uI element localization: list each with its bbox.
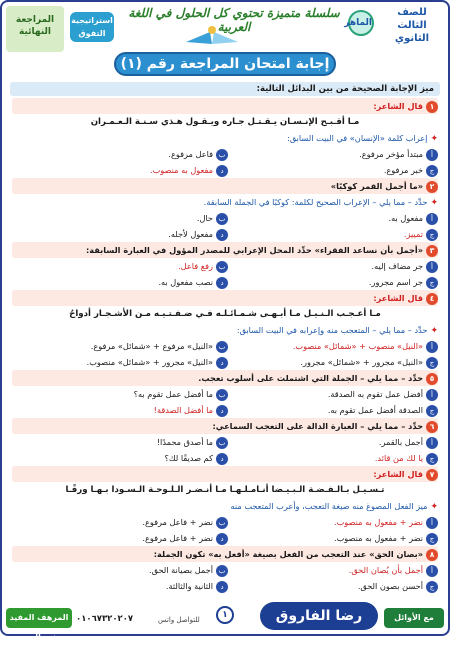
question-number: ٢ — [426, 181, 438, 193]
option-text: نضر + مفعول به منصوب. — [334, 517, 423, 527]
question-text: حدِّد – مما يلي – العبارة الدالة على التعجب السماعي: — [212, 421, 423, 431]
options-row — [12, 450, 438, 466]
option-letter: ج — [426, 405, 438, 417]
question-prompt — [12, 498, 438, 514]
question-text: حدِّد – مما يلي – الجملة التي اشتملت على أسلوب تعجب. — [198, 373, 423, 383]
poet-label: قال الشاعر: — [373, 469, 423, 479]
question-text: «ما أجمل القمر كوكبًا» — [330, 181, 423, 191]
options-row — [12, 514, 438, 530]
option-text: فاعل مرفوع. — [168, 149, 213, 159]
answer-option[interactable] — [142, 514, 228, 530]
option-letter: د — [216, 229, 228, 241]
option-letter: د — [216, 581, 228, 593]
option-text: مبتدأ مؤخر مرفوع. — [359, 149, 423, 159]
question-header — [12, 290, 438, 306]
answer-option[interactable] — [358, 578, 438, 594]
option-letter: ج — [426, 277, 438, 289]
question-prompt — [12, 194, 438, 210]
pin-icon: ✦ — [430, 502, 438, 512]
poem-verse: مـا أقـبـح الإنـسـان يـقـتـل جـاره ويـقـول هـذي سـنـة الـعـمـران — [90, 117, 360, 127]
option-letter: أ — [426, 261, 438, 273]
question-number: ٥ — [426, 373, 438, 385]
poem-verse: تـسـيـل بـالـفـضـة الـبـيـضا أنـامـلـهـا مـا أنـضـر الـلـوحـة الـسـودا بـهـا ورقًـا — [65, 485, 385, 495]
option-letter: ج — [426, 229, 438, 241]
option-text: حال. — [196, 213, 213, 223]
author-name: رضا الفاروق — [260, 602, 378, 630]
option-text: أحسن بصون الحق. — [357, 581, 423, 591]
option-text: رفع فاعل. — [178, 261, 213, 271]
option-text: ما أصدق محمدًا! — [156, 437, 213, 447]
page-number: ١ — [216, 606, 234, 624]
option-text: نضر + فاعل مرفوع. — [142, 517, 213, 527]
option-text: أجمل بالقمر. — [378, 437, 423, 447]
option-text: مفعول به. — [388, 213, 423, 223]
question-header — [12, 466, 438, 482]
question-text: ميز الفعل المصوغ منه صيغة التعجب، وأعرب المتعجب منه — [230, 501, 428, 511]
answer-option[interactable] — [300, 354, 438, 370]
option-text: «النيل» مجرور + «شمائل» منصوب. — [86, 357, 213, 367]
question-number: ٨ — [426, 549, 438, 561]
option-letter: ب — [216, 341, 228, 353]
question-prompt — [12, 130, 438, 146]
answer-option[interactable] — [372, 258, 438, 274]
question-number: ٤ — [426, 293, 438, 305]
phone-label: للتواصل واتس — [158, 616, 200, 624]
correct-option[interactable] — [293, 338, 438, 354]
option-letter: د — [216, 165, 228, 177]
answer-option[interactable] — [197, 210, 228, 226]
option-text: «النيل» منصوب + «شمائل» منصوب. — [292, 341, 423, 351]
poem-verse: مـا أعـجـب الـنـيـل مـا أبـهـى شـمـائـلـه فـي ضـفـتـيـه مـن الأشـجـار أدواحُ — [69, 309, 381, 319]
option-letter: د — [216, 357, 228, 369]
grade-label: للصف الثالث الثانوي — [394, 7, 430, 44]
question-header — [12, 178, 438, 194]
option-letter: ب — [216, 389, 228, 401]
option-letter: ج — [426, 533, 438, 545]
option-letter: د — [216, 277, 228, 289]
question-text: حدِّد – مما يلي – الإعراب الصحيح لكلمة: كوكبًا في الجملة السابقة. — [203, 197, 428, 207]
options-row — [12, 578, 438, 594]
options-row — [12, 338, 438, 354]
answer-option[interactable] — [384, 162, 438, 178]
option-letter: ب — [216, 517, 228, 529]
options-row — [12, 386, 438, 402]
poet-label: قال الشاعر: — [373, 101, 423, 111]
options-row — [12, 146, 438, 162]
options-row — [12, 402, 438, 418]
option-text: ما أفضل الصدقة! — [153, 405, 213, 415]
answer-option[interactable] — [369, 274, 438, 290]
option-letter: د — [216, 405, 228, 417]
question-number: ٦ — [426, 421, 438, 433]
option-text: ما أفضل عمل تقوم به؟ — [133, 389, 213, 399]
option-text: الثانية والثالثة. — [165, 581, 213, 591]
question-text: حدِّد – مما يلي – المتعجب منه وإعرابه في البيت السابق: — [236, 325, 428, 335]
pin-icon: ✦ — [430, 326, 438, 336]
correct-option[interactable] — [178, 258, 228, 274]
option-text: أجمل بأن يُصان الحق. — [348, 565, 423, 575]
question-text: إعراب كلمة «الإنسان» في البيت السابق: — [287, 133, 428, 143]
correct-option[interactable] — [150, 162, 228, 178]
question-header — [12, 546, 438, 562]
question-header — [12, 370, 438, 386]
options-row — [12, 434, 438, 450]
page-header — [2, 2, 448, 94]
option-letter: أ — [426, 341, 438, 353]
option-letter: ب — [216, 149, 228, 161]
final-review-label: المراجعة النهائية — [6, 6, 64, 52]
footer-left-badge: المرهف المفيد في النحو — [6, 608, 72, 628]
option-letter: ج — [426, 165, 438, 177]
correct-option[interactable] — [334, 514, 438, 530]
question-header — [12, 242, 438, 258]
answer-option[interactable] — [168, 226, 228, 242]
answer-option[interactable] — [379, 434, 438, 450]
question-text: «أجمل بأن نساعد الفقراء» حدِّد المحل الإعرابي للمصدر المؤول في العبارة السابقة: — [85, 245, 423, 255]
option-text: جر مضاف إليه. — [371, 261, 423, 271]
pin-icon: ✦ — [430, 198, 438, 208]
option-letter: ب — [216, 437, 228, 449]
option-letter: أ — [426, 437, 438, 449]
options-row — [12, 258, 438, 274]
options-row — [12, 354, 438, 370]
option-text: مفعول لأجله. — [168, 229, 213, 239]
question-header — [12, 98, 438, 114]
options-row — [12, 274, 438, 290]
options-row — [12, 530, 438, 546]
option-letter: أ — [426, 517, 438, 529]
answer-option[interactable] — [134, 386, 228, 402]
page-title: إجابة امتحان المراجعة رقم (١) — [114, 52, 336, 76]
option-letter: ج — [426, 357, 438, 369]
series-banner: سلسلة متميزة تحتوي كل الحلول في اللغة العربية — [128, 6, 340, 34]
option-text: أجمل بصيانة الحق. — [149, 565, 213, 575]
option-text: نصب مفعول به. — [158, 277, 213, 287]
option-text: أفضل عمل تقوم به الصدقة. — [327, 389, 423, 399]
answer-option[interactable] — [328, 402, 438, 418]
option-text: كم صديقًا لك؟ — [164, 453, 213, 463]
answer-option[interactable] — [328, 386, 438, 402]
option-letter: أ — [426, 565, 438, 577]
option-text: نضر + فاعل مرفوع. — [142, 533, 213, 543]
option-text: «النيل» مرفوع + «شمائل» مرفوع. — [90, 341, 213, 351]
answer-option[interactable] — [157, 434, 228, 450]
open-book-icon — [182, 24, 242, 46]
correct-option[interactable] — [375, 450, 438, 466]
question-header — [12, 418, 438, 434]
series-logo: الماهر — [348, 10, 374, 36]
option-text: جر اسم مجرور. — [368, 277, 423, 287]
footer-right-badge: مع الأوائل — [384, 608, 444, 628]
question-prompt — [12, 322, 438, 338]
option-letter: ب — [216, 213, 228, 225]
option-letter: أ — [426, 213, 438, 225]
option-text: تمييز. — [403, 229, 423, 239]
correct-option[interactable] — [349, 562, 438, 578]
option-text: خبر مرفوع. — [383, 165, 423, 175]
poet-label: قال الشاعر: — [373, 293, 423, 303]
answer-option[interactable] — [359, 146, 438, 162]
options-row — [12, 226, 438, 242]
option-letter: ج — [426, 581, 438, 593]
page-footer — [2, 596, 448, 642]
pin-icon: ✦ — [430, 134, 438, 144]
option-letter: أ — [426, 389, 438, 401]
answer-option[interactable] — [149, 562, 228, 578]
option-letter: د — [216, 533, 228, 545]
answer-option[interactable] — [165, 450, 228, 466]
question-text: «بصان الحق» عند التعجب من الفعل بصيغة «أفعل به» تكون الجملة: — [153, 549, 423, 559]
option-text: «النيل» مجرور + «شمائل» مجرور. — [300, 357, 423, 367]
option-text: نضر + مفعول به منصوب. — [334, 533, 423, 543]
options-row — [12, 162, 438, 178]
questions-body — [12, 98, 438, 594]
answer-option[interactable] — [388, 210, 438, 226]
options-row — [12, 210, 438, 226]
phone-number: ٠١٠٦٧٣٢٠٢٠٧ — [76, 614, 134, 624]
answer-option[interactable] — [91, 338, 228, 354]
option-text: مفعول به منصوب. — [149, 165, 213, 175]
instruction-bar: ميز الإجابة الصحيحة من بين البدائل التالية: — [10, 82, 440, 96]
question-number: ١ — [426, 101, 438, 113]
question-number: ٣ — [426, 245, 438, 257]
answer-option[interactable] — [334, 530, 438, 546]
option-letter: ج — [426, 453, 438, 465]
answer-option[interactable] — [158, 274, 228, 290]
options-row — [12, 562, 438, 578]
option-text: يا لك من قائد. — [374, 453, 423, 463]
answer-option[interactable] — [87, 354, 228, 370]
option-letter: د — [216, 453, 228, 465]
answer-option[interactable] — [168, 146, 228, 162]
correct-option[interactable] — [154, 402, 228, 418]
question-number: ٧ — [426, 469, 438, 481]
option-text: الصدقة أفضل عمل تقوم به. — [327, 405, 423, 415]
correct-option[interactable] — [404, 226, 438, 242]
strategy-badge: استراتيجية التفوق — [70, 12, 114, 42]
option-letter: ب — [216, 261, 228, 273]
option-letter: أ — [426, 149, 438, 161]
answer-option[interactable] — [142, 530, 228, 546]
option-letter: ب — [216, 565, 228, 577]
answer-option[interactable] — [166, 578, 228, 594]
